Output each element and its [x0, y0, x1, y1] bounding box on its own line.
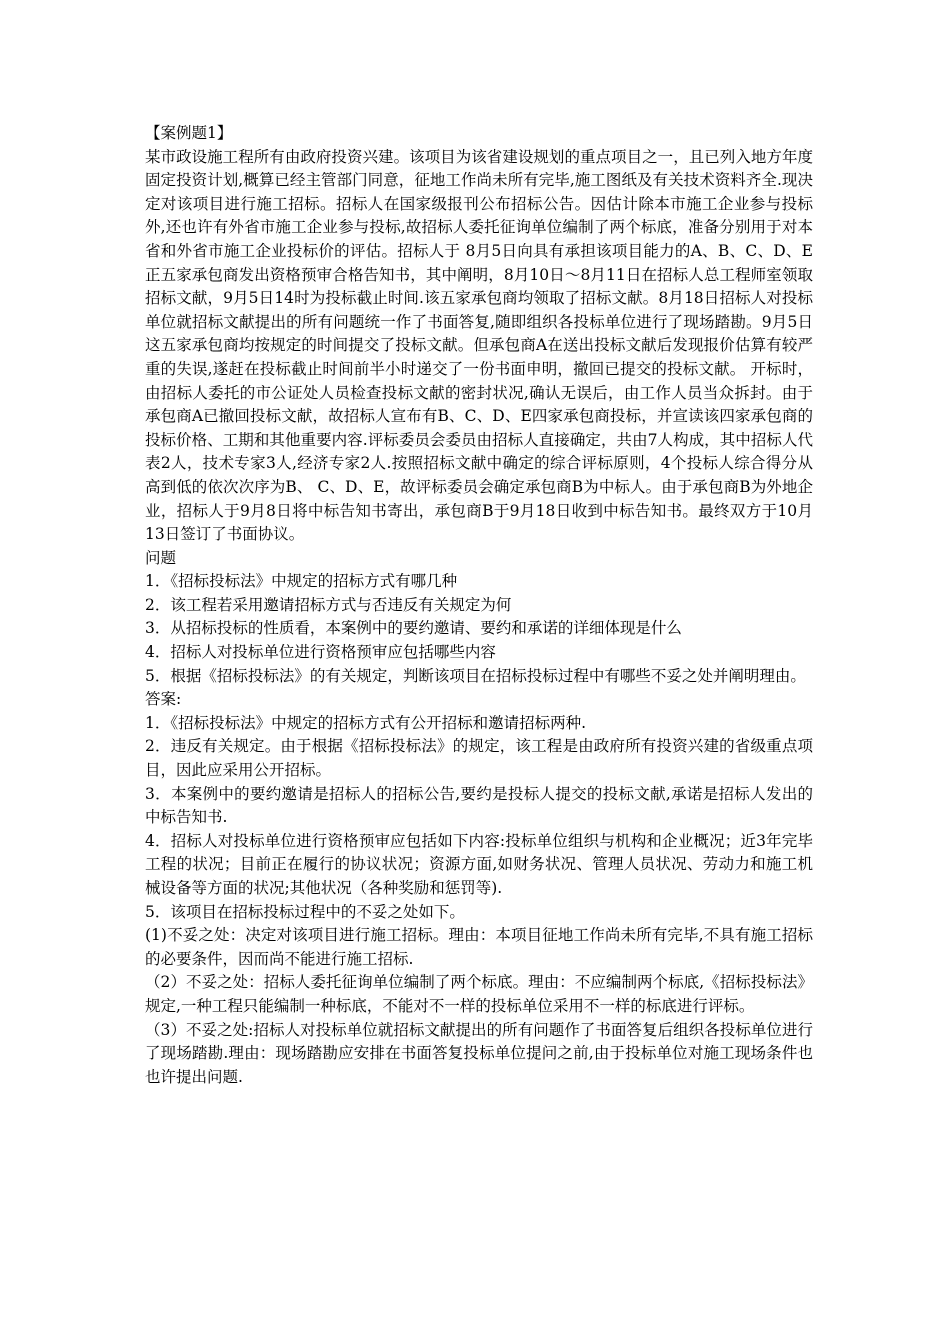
question-item: 4．招标人对投标单位进行资格预审应包括哪些内容 — [145, 643, 496, 662]
question-item: 3．从招标投标的性质看，本案例中的要约邀请、要约和承诺的详细体现是什么 — [145, 619, 682, 638]
answer-subitem: （3）不妥之处:招标人对投标单位就招标文献提出的所有问题作了书面答复后组织各投标单位进行了现场踏勘.理由：现场踏勘应安排在书面答复投标单位提问之前,由于投标单位对施工现场条件也也许提出问题. — [145, 1020, 813, 1086]
question-item: 2．该工程若采用邀请招标方式与否违反有关规定为何 — [145, 595, 512, 614]
answer-item: 2．违反有关规定。由于根据《招标投标法》的规定，该工程是由政府所有投资兴建的省级重点项目，因此应采用公开招标。 — [145, 737, 813, 780]
document-body — [145, 122, 813, 1089]
case-description: 某市政设施工程所有由政府投资兴建。该项目为该省建设规划的重点项目之一，且已列入地方年度固定投资计划,概算已经主管部门同意，征地工作尚未所有完毕,施工图纸及有关技术资料齐全.现决定对该项目进行施工招标。招标人在国家级报刊公布招标公告。因估计除本市施工企业参与投标外,还也许有外省市施工企业参与投标,故招标人委托征询单位编制了两个标底，准备分别用于对本省和外省市施工企业投标价的评估。招标人于 8月5日向具有承担该项目能力的A、B、C、D、E正五家承包商发出资格预审合格告知书，其中阐明，8月10日～8月11日在招标人总工程师室领取招标文献，9月5日14时为投标截止时间.该五家承包商均领取了招标文献。8月18日招标人对投标单位就招标文献提出的所有问题统一作了书面答复,随即组织各投标单位进行了现场踏勘。9月5日这五家承包商均按规定的时间提交了投标文献。但承包商A在送出投标文献后发现报价估算有较严重的失误,遂赶在投标截止时间前半小时递交了一份书面申明，撤回已提交的投标文献。 开标时，由招标人委托的市公证处人员检查投标文献的密封状况,确认无误后，由工作人员当众拆封。由于承包商A已撤回投标文献，故招标人宣布有B、C、D、E四家承包商投标，并宣读该四家承包商的投标价格、工期和其他重要内容.评标委员会委员由招标人直接确定，共由7人构成，其中招标人代表2人，技术专家3人,经济专家2人.按照招标文献中确定的综合评标原则，4个投标人综合得分从高到低的依次次序为B、 C、D、E，故评标委员会确定承包商B为中标人。由于承包商B为外地企业，招标人于9月8日将中标告知书寄出，承包商B于9月18日收到中标告知书。最终双方于10月13日签订了书面协议。 — [145, 147, 813, 544]
answer-subitem: (1)不妥之处：决定对该项目进行施工招标。理由：本项目征地工作尚未所有完毕,不具有施工招标的必要条件，因而尚不能进行施工招标. — [145, 926, 813, 968]
question-item: 5．根据《招标投标法》的有关规定，判断该项目在招标投标过程中有哪些不妥之处并阐明理由。 — [145, 666, 806, 685]
question-item: 1．《招标投标法》中规定的招标方式有哪几种 — [145, 572, 458, 591]
answer-item: 5．该项目在招标投标过程中的不妥之处如下。 — [145, 902, 465, 921]
answer-subitem: （2）不妥之处：招标人委托征询单位编制了两个标底。理由：不应编制两个标底,《招标投标法》规定,一种工程只能编制一种标底，不能对不一样的投标单位采用不一样的标底进行评标。 — [145, 973, 813, 1015]
answer-item: 4．招标人对投标单位进行资格预审应包括如下内容:投标单位组织与机构和企业概况；近3年完毕工程的状况；目前正在履行的协议状况；资源方面,如财务状况、管理人员状况、劳动力和施工机械设备等方面的状况;其他状况（各种奖励和惩罚等). — [145, 831, 813, 897]
answer-item: 3．本案例中的要约邀请是招标人的招标公告,要约是投标人提交的投标文献,承诺是招标人发出的中标告知书. — [145, 784, 813, 827]
answers-heading: 答案: — [145, 690, 182, 709]
questions-heading: 问题 — [145, 548, 177, 567]
answer-item: 1．《招标投标法》中规定的招标方式有公开招标和邀请招标两种. — [145, 713, 587, 732]
case-title: 【案例题1】 — [145, 124, 233, 142]
